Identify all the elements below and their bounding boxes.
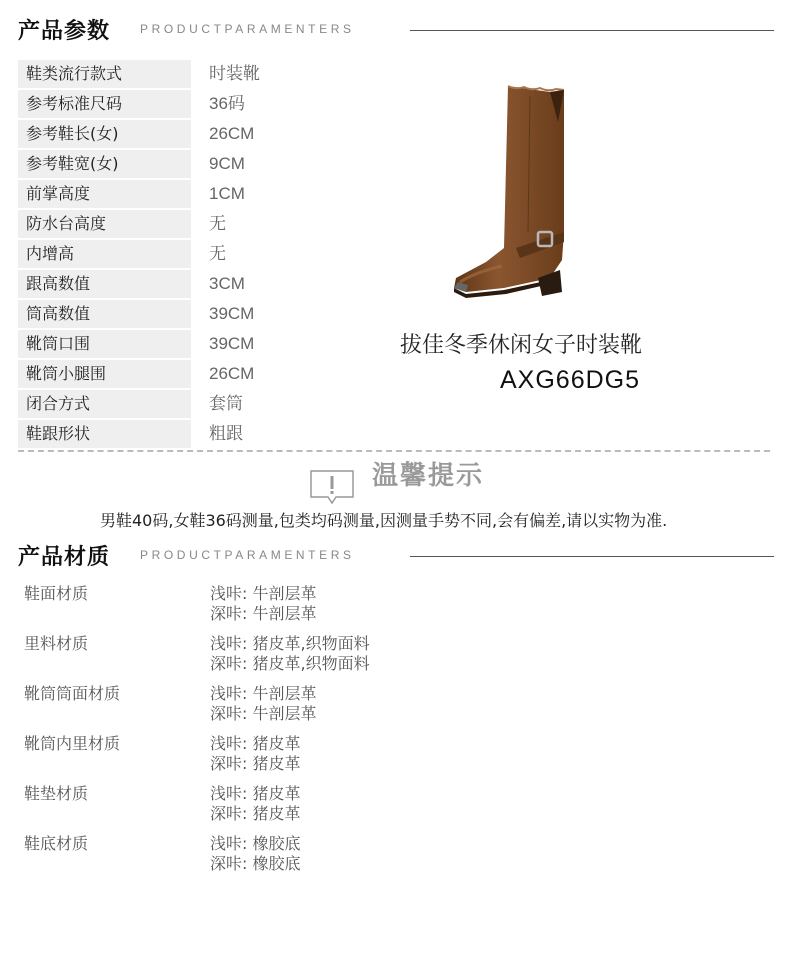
section-header-params [18, 10, 774, 44]
param-value: 39CM [209, 334, 255, 353]
dashed-divider [18, 450, 770, 452]
section-divider [410, 556, 774, 557]
table-row [18, 360, 260, 390]
table-row [18, 330, 260, 360]
material-dark: 深咔: 牛剖层革 [210, 704, 317, 723]
param-value: 1CM [209, 184, 245, 203]
material-light: 浅咔: 猪皮革 [210, 784, 301, 803]
list-item [24, 584, 370, 634]
section-divider [410, 30, 774, 31]
param-label: 跟高数值 [18, 270, 191, 298]
param-value: 39CM [209, 304, 255, 323]
exclamation-notice-icon [310, 470, 354, 504]
param-label: 参考标准尺码 [18, 90, 191, 118]
param-value: 3CM [209, 274, 245, 293]
table-row [18, 150, 260, 180]
param-label: 筒高数值 [18, 300, 191, 328]
material-dark: 深咔: 橡胶底 [210, 854, 301, 873]
list-item [24, 784, 370, 834]
product-name: 拔佳冬季休闲女子时装靴 [400, 333, 643, 358]
list-item [24, 734, 370, 784]
param-value: 粗跟 [209, 424, 243, 443]
material-light: 浅咔: 猪皮革 [210, 734, 301, 753]
param-value: 无 [209, 214, 226, 233]
param-label: 防水台高度 [18, 210, 191, 238]
section-title: 产品参数 [18, 19, 111, 44]
notice-title: 温馨提示 [372, 461, 485, 491]
material-light: 浅咔: 牛剖层革 [210, 584, 317, 603]
table-row [18, 90, 260, 120]
list-item [24, 834, 370, 884]
param-value: 26CM [209, 364, 255, 383]
param-label: 内增高 [18, 240, 191, 268]
param-label: 鞋跟形状 [18, 420, 191, 448]
product-boot-image [446, 82, 572, 300]
section-header-materials [18, 536, 774, 570]
section-title: 产品材质 [18, 545, 111, 570]
table-row [18, 240, 260, 270]
table-row [18, 390, 260, 420]
section-subtitle: PRODUCTPARAMENTERS [140, 22, 355, 36]
table-row [18, 270, 260, 300]
material-label: 靴筒内里材质 [24, 734, 121, 753]
param-value: 36码 [209, 94, 245, 113]
param-label: 参考鞋宽(女) [18, 150, 191, 178]
material-label: 靴筒筒面材质 [24, 684, 121, 703]
material-light: 浅咔: 橡胶底 [210, 834, 301, 853]
list-item [24, 634, 370, 684]
table-row [18, 60, 260, 90]
product-code: AXG66DG5 [500, 366, 641, 394]
material-dark: 深咔: 猪皮革,织物面料 [210, 654, 370, 673]
table-row [18, 120, 260, 150]
param-label: 前掌高度 [18, 180, 191, 208]
table-row [18, 300, 260, 330]
material-label: 鞋面材质 [24, 584, 89, 603]
material-label: 鞋底材质 [24, 834, 89, 853]
material-dark: 深咔: 猪皮革 [210, 804, 301, 823]
param-value: 时装靴 [209, 64, 260, 83]
materials-list [24, 584, 370, 884]
material-label: 鞋垫材质 [24, 784, 89, 803]
params-table [18, 60, 260, 450]
material-label: 里料材质 [24, 634, 89, 653]
material-dark: 深咔: 牛剖层革 [210, 604, 317, 623]
material-light: 浅咔: 猪皮革,织物面料 [210, 634, 370, 653]
param-value: 无 [209, 244, 226, 263]
material-light: 浅咔: 牛剖层革 [210, 684, 317, 703]
table-row [18, 420, 260, 450]
param-label: 参考鞋长(女) [18, 120, 191, 148]
param-value: 9CM [209, 154, 245, 173]
list-item [24, 684, 370, 734]
table-row [18, 180, 260, 210]
param-label: 鞋类流行款式 [18, 60, 191, 88]
param-label: 靴筒口围 [18, 330, 191, 358]
param-label: 靴筒小腿围 [18, 360, 191, 388]
param-label: 闭合方式 [18, 390, 191, 418]
param-value: 26CM [209, 124, 255, 143]
table-row [18, 210, 260, 240]
param-value: 套筒 [209, 394, 243, 413]
section-subtitle: PRODUCTPARAMENTERS [140, 548, 355, 562]
material-dark: 深咔: 猪皮革 [210, 754, 301, 773]
notice-text: 男鞋40码,女鞋36码测量,包类均码测量,因测量手势不同,会有偏差,请以实物为准. [100, 511, 668, 530]
